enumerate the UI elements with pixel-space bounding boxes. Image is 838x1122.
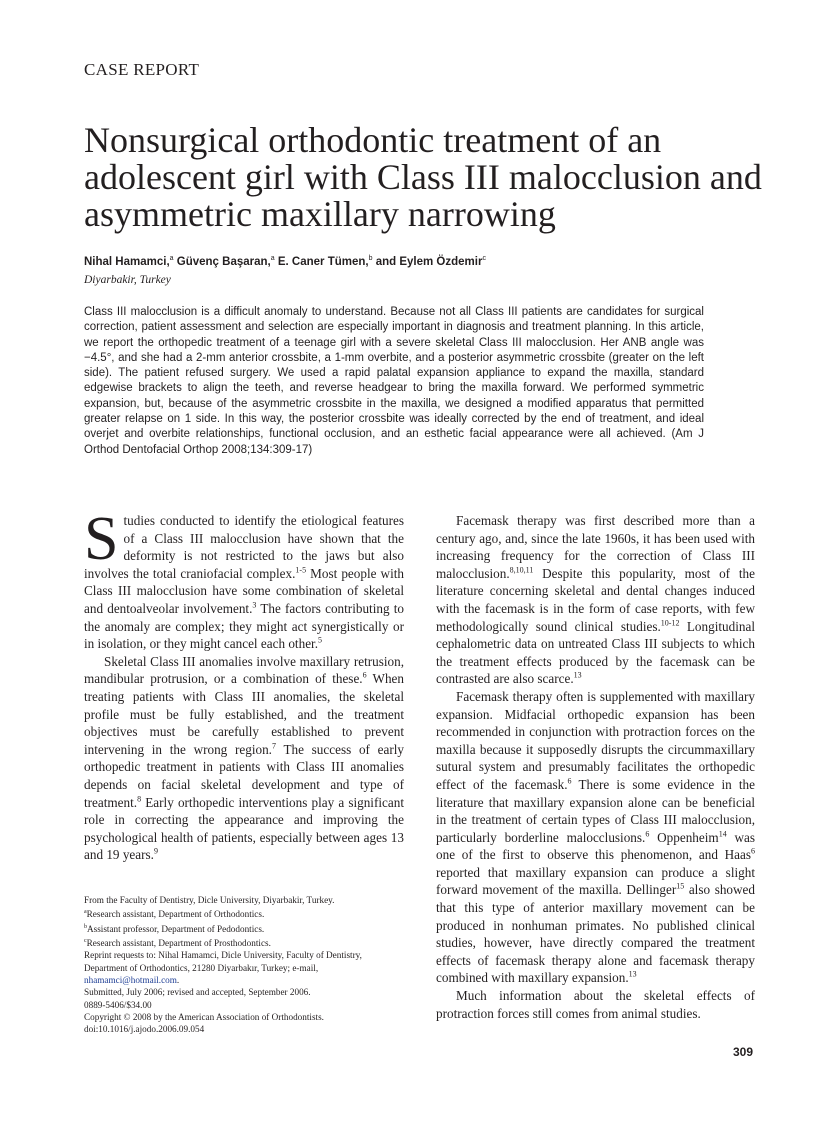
footnote-role-text: Assistant professor, Department of Pedodontics. [87,923,265,934]
author-affiliation-mark: a [270,255,275,262]
footnote-mark: b [84,923,87,930]
article-title: Nonsurgical orthodontic treatment of an adolescent girl with Class III malocclusion and asymmetric maxillary narrowing [84,120,762,234]
footnote-reprint [84,949,404,986]
author-affiliation-mark: a [169,255,174,262]
footnote-role-text: Research assistant, Department of Orthodontics. [86,909,265,920]
author-name: Güvenç Başaran, [176,255,271,268]
footnote-issn: 0889-5406/$34.00 [84,999,152,1010]
citation-reference: 6 [362,670,367,680]
citation-reference: 3 [252,600,257,610]
body-paragraph [84,653,404,864]
citation-reference: 8,10,11 [509,565,534,575]
citation-reference: 14 [718,829,727,839]
citation-reference: 8 [137,794,142,804]
body-paragraph [436,512,755,688]
body-text: The success of early orthopedic treatment in patients with Class III anomalies depends on facial skeletal development and type of treatment. [84,741,404,810]
body-text: Skeletal Class III anomalies involve maxillary retrusion, mandibular protrusion, or a combination of these. [84,653,404,687]
body-paragraph [436,688,755,987]
author-affiliation-mark: c [482,255,486,262]
footnote-mark: a [84,909,87,916]
citation-reference: 5 [318,635,323,645]
body-text: also showed that this type of anterior maxillary movement can be produced in nonhuman primates. No published clinical studies, however, have directly compared the treatment effects of facemask therapy alone and facemask therapy combined with maxillary expansion. [436,882,755,986]
author-name: and Eylem Özdemir [375,255,483,268]
footnote-role [84,906,404,920]
reprint-text: Reprint requests to: Nihal Hamamci, Dicle University, Faculty of Dentistry, Department of Orthodontics, 21280 Diyarbakır, Turkey; e-mail, [84,950,362,973]
body-text: Facemask therapy was first described more than a century ago, and, since the late 1960s, it has been used with increasing frequency for the correction of Class III malocclusion. [436,513,755,581]
body-text: tudies conducted to identify the etiological features of a Class III malocclusion have shown that the deformity is not restricted to the jaws but also involves the total craniofacial complex. [84,513,404,581]
page-number: 309 [733,1045,754,1059]
body-paragraph [84,505,404,653]
citation-reference: 6 [645,829,650,839]
citation-reference: 15 [676,882,685,892]
footnote-role [84,921,404,935]
body-text: There is some evidence in the literature that maxillary expansion alone can be beneficial in the treatment of certain types of Class III malocclusion, particularly borderline malocclusions. [436,776,755,845]
author-location: Diyarbakir, Turkey [84,274,171,286]
abstract: Class III malocclusion is a difficult anomaly to understand. Because not all Class III patients are candidates for surgical correction, patient assessment and selection are especially important in diagnosis and treatment planning. In this article, we report the orthopedic treatment of a teenage girl with a severe skeletal Class III malocclusion. Her ANB angle was −4.5°, and she had a 2-mm anterior crossbite, a 1-mm overbite, and a posterior asymmetric crossbite (greater on the left side). The patient refused surgery. We used a rapid palatal expansion appliance to expand the maxilla, standard edgewise brackets to align the teeth, and reverse headgear to bring the maxilla forward. We performed symmetric expansion, but, because of the asymmetric crossbite in the maxilla, we designed a modified apparatus that permitted greater relapse on 1 side. In this way, the posterior crossbite was ideally corrected by the end of treatment, and ideal overjet and overbite relationships, functional occlusion, and an esthetic facial appearance were all achieved. (Am J Orthod Dentofacial Orthop 2008;134:309-17) [84,306,704,456]
citation-reference: 6 [567,776,572,786]
citation-reference: 10-12 [660,618,680,628]
body-paragraph [436,987,755,1022]
footnote-role [84,935,404,949]
footnote-doi: doi:10.1016/j.ajodo.2006.09.054 [84,1024,205,1035]
author-name: E. Caner Tümen, [277,255,369,268]
citation-reference: 7 [271,741,276,751]
section-label: CASE REPORT [84,60,200,79]
body-text: Despite this popularity, most of the literature concerning skeletal and dental changes induced with the facemask is in the form of case reports, with few methodologically sound clinical studies. [436,565,755,634]
citation-reference: 1-5 [295,565,307,575]
body-text: The factors contributing to the anomaly are complex; they might act synergistically or in isolation, or they might cancel each other. [84,600,404,652]
citation-reference: 6 [751,846,755,856]
body-column-right [436,512,755,1022]
email-link[interactable]: nhamamci@hotmail.com [84,974,177,985]
footnote-role-text: Research assistant, Department of Prosthodontics. [86,938,271,949]
footnote-copyright: Copyright © 2008 by the American Association of Orthodontists. [84,1011,324,1022]
body-text: reported that maxillary expansion can produce a slight forward movement of the maxilla. Dellinger [436,864,755,898]
footnotes [84,894,404,1035]
body-text: Longitudinal cephalometric data on untreated Class III subjects to which the treatment effects produced by the facemask can be contrasted are also scarce. [436,618,755,687]
footnote-roles [84,906,404,949]
citation-reference: 13 [573,670,582,680]
author-name: Nihal Hamamci, [84,255,170,268]
citation-reference: 9 [153,846,158,856]
body-text: When treating patients with Class III anomalies, the skeletal profile must be fully established, and the treatment objectives must be carefully established to prevent intervening in the wrong region. [84,671,404,757]
author-list [84,255,486,268]
reprint-suffix: . [176,974,180,985]
body-text: Most people with Class III malocclusion have some combination of skeletal and dentoalveolar involvement. [84,565,404,616]
body-text: Much information about the skeletal effects of protraction forces still comes from animal studies. [436,988,755,1021]
body-column-left [84,505,404,864]
body-text: Oppenheim [649,829,719,845]
footnote-affiliation: From the Faculty of Dentistry, Dicle University, Diyarbakir, Turkey. [84,895,335,905]
body-text: was one of the first to observe this phenomenon, and Haas [436,829,756,863]
body-text: Facemask therapy often is supplemented with maxillary expansion. Midfacial orthopedic expansion has been recommended in conjunction with protraction forces on the maxilla because it supposedly disrupts the circummaxillary sutural system and presumably facilitates the orthopedic effect of the facemask. [436,688,755,792]
footnote-submitted: Submitted, July 2006; revised and accepted, September 2006. [84,987,311,998]
citation-reference: 13 [628,970,637,980]
footnote-mark: c [84,938,87,945]
body-text: Early orthopedic interventions play a significant role in correcting the appearance and improving the psychological health of patients, especially between ages 13 and 19 years. [84,794,404,863]
drop-cap: S [84,505,119,573]
author-affiliation-mark: b [368,255,373,262]
